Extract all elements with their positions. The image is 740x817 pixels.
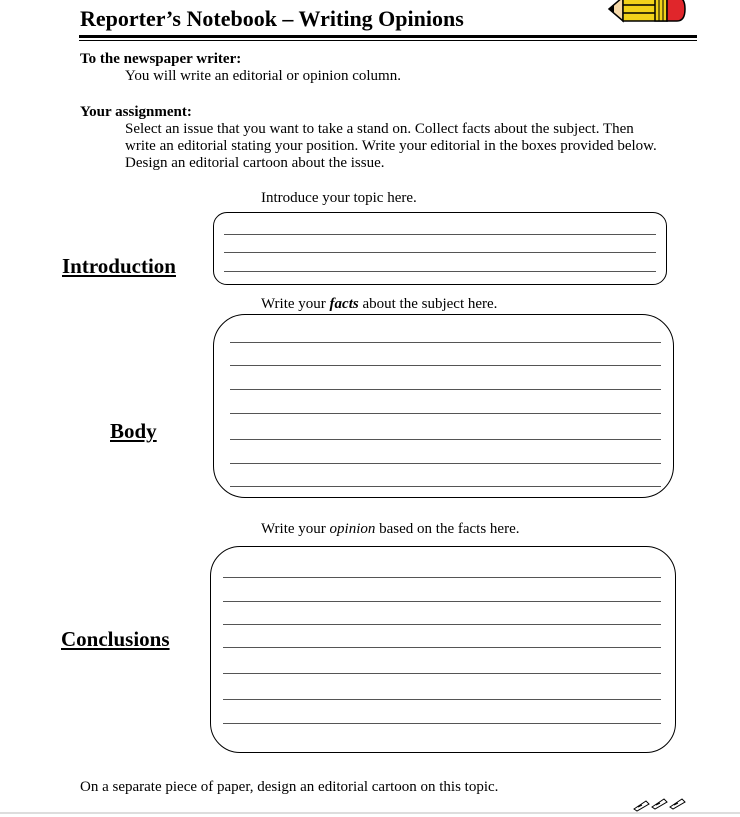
pencils-doodle-icon bbox=[630, 795, 690, 813]
writing-line bbox=[230, 342, 661, 343]
conclusions-writing-box[interactable] bbox=[210, 546, 676, 753]
assignment-line: Select an issue that you want to take a stand on. Collect facts about the subject. Then bbox=[125, 121, 634, 137]
page-title: Reporter’s Notebook – Writing Opinions bbox=[80, 6, 464, 31]
body-prompt-after: about the subject here. bbox=[358, 296, 498, 312]
conclusions-prompt bbox=[261, 521, 520, 538]
conclusions-prompt-after: based on the facts here. bbox=[375, 521, 520, 537]
assignment-heading: Your assignment: bbox=[80, 104, 192, 120]
writing-line bbox=[230, 486, 661, 487]
newspaper-writer-text: You will write an editorial or opinion column. bbox=[125, 68, 401, 84]
writing-line bbox=[223, 601, 661, 602]
writing-line bbox=[224, 252, 656, 253]
writing-line bbox=[223, 673, 661, 674]
newspaper-writer-heading: To the newspaper writer: bbox=[80, 51, 242, 67]
writing-line bbox=[223, 647, 661, 648]
assignment-text bbox=[125, 121, 685, 172]
writing-line bbox=[230, 463, 661, 464]
writing-line bbox=[230, 439, 661, 440]
introduction-prompt: Introduce your topic here. bbox=[261, 190, 417, 206]
body-prompt-emphasis: facts bbox=[329, 296, 359, 312]
writing-line bbox=[223, 577, 661, 578]
conclusions-prompt-emphasis: opinion bbox=[329, 521, 376, 537]
page-bottom-edge bbox=[0, 812, 740, 814]
introduction-label: Introduction bbox=[62, 254, 176, 278]
header-rule-thick bbox=[79, 35, 697, 38]
body-label: Body bbox=[110, 419, 157, 443]
assignment-line: write an editorial stating your position. Write your editorial in the boxes provided below. bbox=[125, 138, 657, 154]
conclusions-prompt-before: Write your bbox=[261, 521, 330, 537]
footer-instruction: On a separate piece of paper, design an editorial cartoon on this topic. bbox=[80, 779, 499, 795]
pencil-icon bbox=[607, 0, 687, 24]
writing-line bbox=[224, 271, 656, 272]
body-prompt bbox=[261, 296, 497, 313]
writing-line bbox=[230, 413, 661, 414]
writing-line bbox=[224, 234, 656, 235]
introduction-writing-box[interactable] bbox=[213, 212, 667, 285]
writing-line bbox=[223, 624, 661, 625]
assignment-line: Design an editorial cartoon about the issue. bbox=[125, 155, 385, 171]
conclusions-label: Conclusions bbox=[61, 627, 170, 651]
body-prompt-before: Write your bbox=[261, 296, 330, 312]
writing-line bbox=[230, 365, 661, 366]
body-writing-box[interactable] bbox=[213, 314, 674, 498]
writing-line bbox=[230, 389, 661, 390]
header-rule-thin bbox=[79, 40, 697, 41]
writing-line bbox=[223, 723, 661, 724]
writing-line bbox=[223, 699, 661, 700]
